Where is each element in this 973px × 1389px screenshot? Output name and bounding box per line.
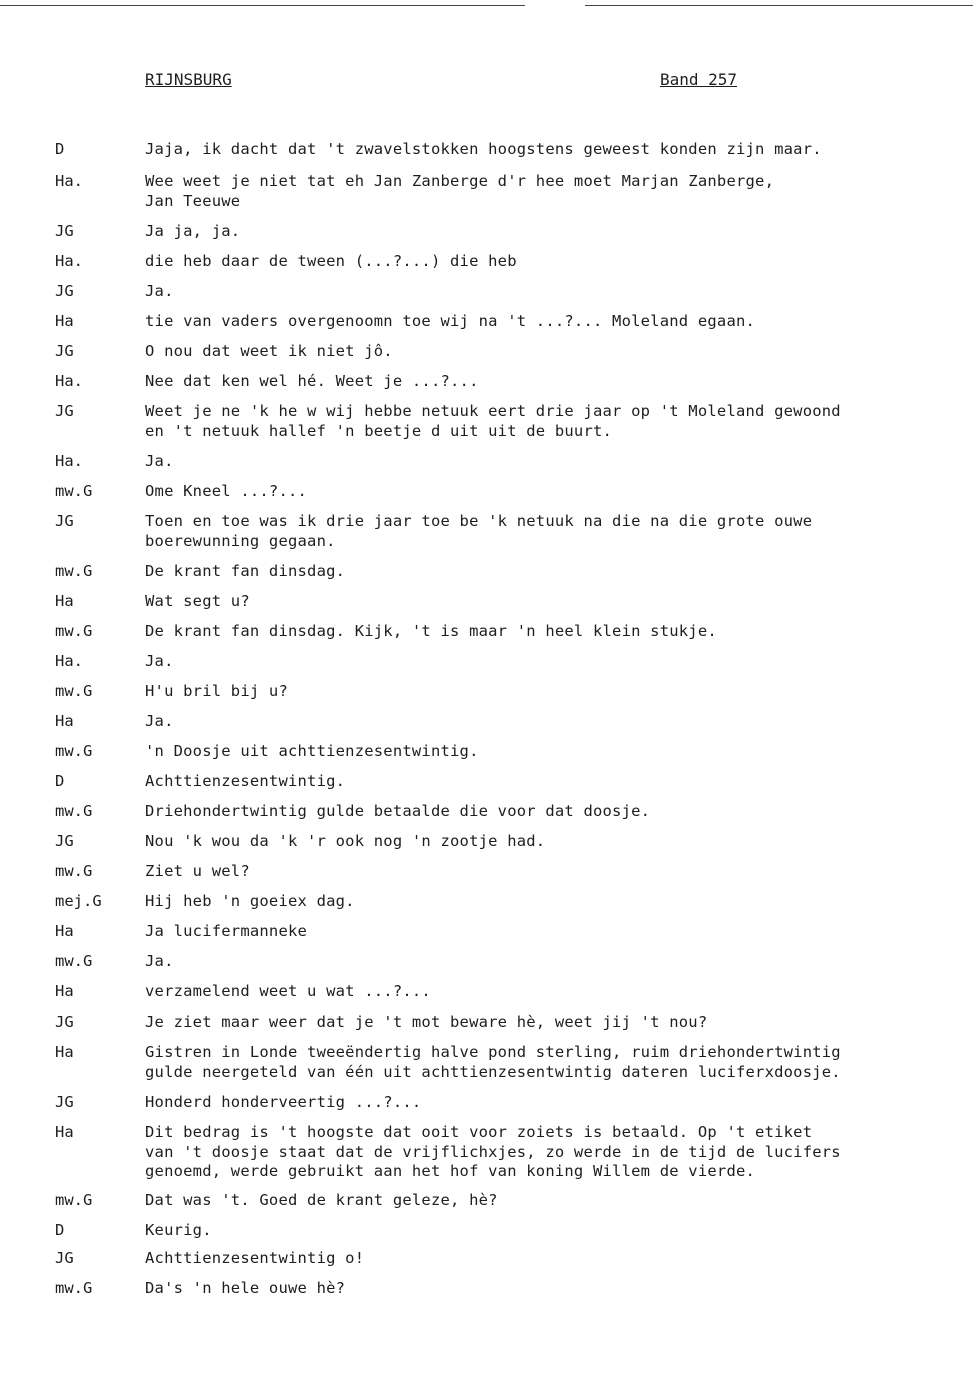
utterance-text: De krant fan dinsdag. [145,562,346,580]
utterance-text: De krant fan dinsdag. Kijk, 't is maar 'n heel klein stukje. [145,622,717,640]
utterance-text: Ja. [145,652,174,670]
utterance-text: Wee weet je niet tat eh Jan Zanberge d'r hee moet Marjan Zanberge, Jan Teeuwe [145,172,775,210]
utterance-text: Ja ja, ja. [145,222,241,240]
utterance-text: Wat segt u? [145,592,250,610]
speaker-label: Ha [55,982,74,1000]
page-place-header: RIJNSBURG [145,70,232,89]
speaker-label: mw.G [55,622,93,640]
utterance-text: Hij heb 'n goeiex dag. [145,892,355,910]
utterance-text: Ja lucifermanneke [145,922,308,940]
utterance-text: die heb daar de tween (...?...) die heb [145,252,517,270]
speaker-label: JG [55,222,74,240]
speaker-label: mw.G [55,482,93,500]
utterance-text: tie van vaders overgenoomn toe wij na 't ...?... Moleland egaan. [145,312,756,330]
speaker-label: Ha. [55,172,83,190]
speaker-label: JG [55,832,74,850]
speaker-label: mw.G [55,682,93,700]
speaker-label: D [55,1221,65,1239]
utterance-text: Nou 'k wou da 'k 'r ook nog 'n zootje had. [145,832,546,850]
speaker-label: mw.G [55,562,93,580]
speaker-label: JG [55,282,74,300]
speaker-label: Ha. [55,652,83,670]
utterance-text: Gistren in Londe tweeëndertig halve pond sterling, ruim driehondertwintig gulde neergeteld van één uit achttienzesentwintig dateren luciferxdoosje. [145,1043,841,1081]
speaker-label: mw.G [55,1279,93,1297]
utterance-text: Dit bedrag is 't hoogste dat ooit voor zoiets is betaald. Op 't etiket van 't doosje staat dat de vrijflichxjes, zo werde in de tijd de lucifers genoemd, werde gebruikt aan het hof van koning Willem de vierde. [145,1123,841,1180]
speaker-label: Ha [55,712,74,730]
utterance-text: Weet je ne 'k he w wij hebbe netuuk eert drie jaar op 't Moleland gewoond en 't netuuk hallef 'n beetje d uit uit de buurt. [145,402,841,440]
speaker-label: JG [55,402,74,420]
speaker-label: Ha [55,592,74,610]
top-rule-left [0,5,525,6]
speaker-label: JG [55,1093,74,1111]
page-band-header: Band 257 [660,70,738,89]
speaker-label: JG [55,1249,74,1267]
speaker-label: D [55,140,65,158]
utterance-text: Ja. [145,712,174,730]
speaker-label: mw.G [55,862,93,880]
speaker-label: Ha. [55,252,83,270]
utterance-text: 'n Doosje uit achttienzesentwintig. [145,742,479,760]
utterance-text: Keurig. [145,1221,212,1239]
top-rule-right [585,5,973,6]
utterance-text: Je ziet maar weer dat je 't mot beware hè, weet jij 't nou? [145,1013,708,1031]
utterance-text: Honderd honderveertig ...?... [145,1093,422,1111]
utterance-text: Ja. [145,952,174,970]
speaker-label: Ha. [55,372,83,390]
speaker-label: JG [55,342,74,360]
utterance-text: verzamelend weet u wat ...?... [145,982,431,1000]
utterance-text: Ome Kneel ...?... [145,482,308,500]
utterance-text: Dat was 't. Goed de krant geleze, hè? [145,1191,498,1209]
speaker-label: Ha [55,1043,74,1061]
speaker-label: Ha. [55,452,83,470]
speaker-label: mej.G [55,892,102,910]
utterance-text: Ja. [145,452,174,470]
utterance-text: Achttienzesentwintig. [145,772,346,790]
utterance-text: Jaja, ik dacht dat 't zwavelstokken hoogstens geweest konden zijn maar. [145,140,822,158]
utterance-text: O nou dat weet ik niet jô. [145,342,393,360]
speaker-label: mw.G [55,742,93,760]
speaker-label: JG [55,1013,74,1031]
utterance-text: Driehondertwintig gulde betaalde die voor dat doosje. [145,802,651,820]
speaker-label: D [55,772,65,790]
utterance-text: H'u bril bij u? [145,682,288,700]
speaker-label: mw.G [55,1191,93,1209]
speaker-label: mw.G [55,802,93,820]
utterance-text: Da's 'n hele ouwe hè? [145,1279,346,1297]
speaker-label: JG [55,512,74,530]
speaker-label: Ha [55,1123,74,1141]
speaker-label: mw.G [55,952,93,970]
utterance-text: Ziet u wel? [145,862,250,880]
utterance-text: Ja. [145,282,174,300]
speaker-label: Ha [55,922,74,940]
utterance-text: Toen en toe was ik drie jaar toe be 'k netuuk na die na die grote ouwe boerewunning gegaan. [145,512,813,550]
utterance-text: Achttienzesentwintig o! [145,1249,365,1267]
utterance-text: Nee dat ken wel hé. Weet je ...?... [145,372,479,390]
speaker-label: Ha [55,312,74,330]
